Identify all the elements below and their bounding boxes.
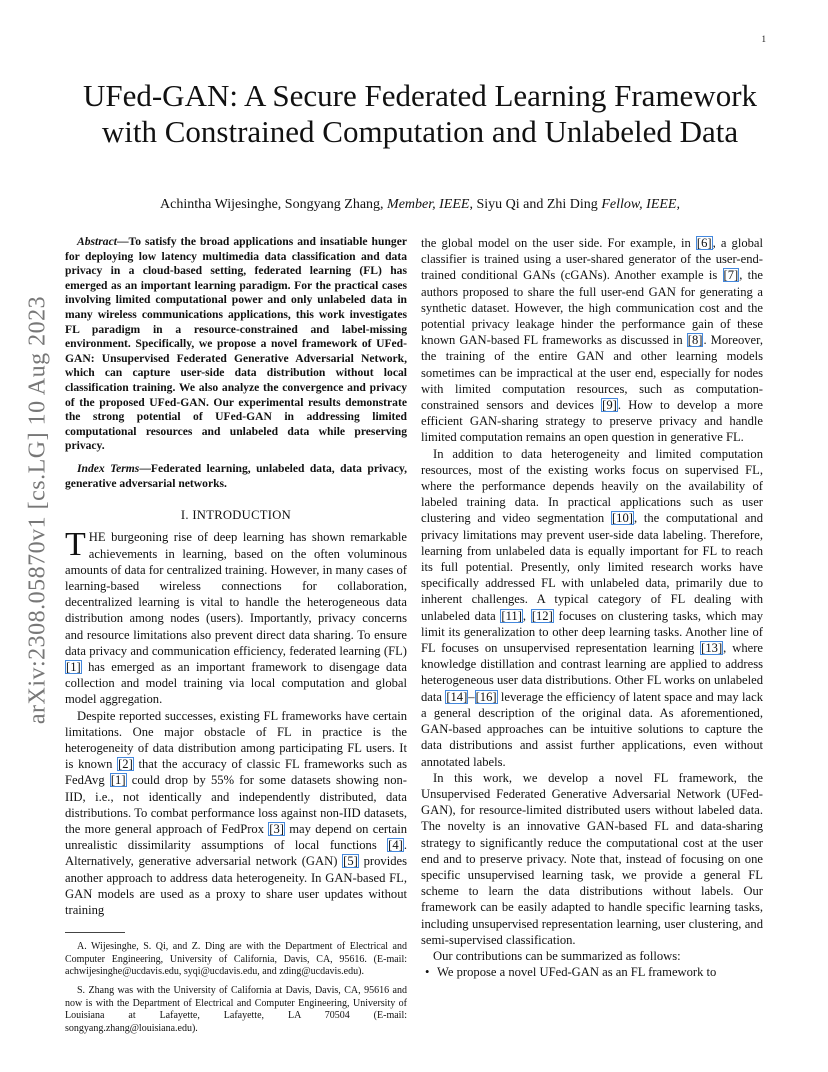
page-number: 1 — [761, 34, 766, 44]
citation-link[interactable]: [1] — [66, 659, 81, 674]
citation-link[interactable]: [8] — [687, 333, 703, 348]
index-terms — [65, 462, 407, 491]
intro-paragraph-1: THE burgeoning rise of deep learning has shown remarkable achievements in learning, based on the often voluminous amounts of data for centralized training. However, in many cases of learning-based wireless connections for collaboration, decentralized learning is vital to handle the heterogeneous data distribution among nodes (users). Importantly, privacy concerns and resource limitations also prevent direct data sharing. To ensure data privacy and communication efficiency, federated learning (FL) [1] has emerged as an important framework to disengage data collection and model training via local computation and global model aggregation. — [65, 526, 407, 707]
dropcap: T — [65, 526, 86, 564]
right-column — [421, 235, 763, 980]
intro-paragraph-2: Despite reported successes, existing FL frameworks have certain limitations. One major obstacle of FL in practice is the heterogeneity of data distribution among participating FL users. It is known [2] that the accuracy of classic FL frameworks such as FedAvg [1] could drop by 55% for some datasets showing non-IID, i.e., not identically and independently distributed, data distributions. To combat performance loss against non-IID datasets, the more general approach of FedProx [3] may depend on certain unrealistic dissimilarity assumptions of local functions [4]. Alternatively, generative adversarial network (GAN) [5] provides another approach to address data heterogeneity. In GAN-based FL, GAN models are used as a proxy to share user updates without training — [65, 708, 408, 917]
citation-link[interactable]: [2] — [118, 757, 133, 772]
author-names-1: Achintha Wijesinghe, Songyang Zhang, — [160, 197, 388, 212]
abstract-label: Abstract — [77, 235, 117, 248]
arxiv-id: arXiv:2308.05870v1 [cs.LG] 10 Aug 2023 — [24, 295, 51, 725]
right-paragraph-4: Our contributions can be summarized as follows: — [433, 948, 681, 963]
citation-link[interactable]: [13] — [701, 641, 723, 656]
abstract-text: —To satisfy the broad applications and insatiable hunger for deploying low latency multimedia data classification and data privacy in a cloud-based setting, federated learning (FL) has emerged as an important learning paradigm. For the practical cases involving limited computational power and only unlabeled data in many wireless communications applications, this work investigates FL paradigm in a resource-constrained and label-missing environment. Specifically, we propose a novel framework of UFed-GAN: Unsupervised Federated Generative Adversarial Network, which can capture user-side data distribution without local classification training. We also analyze the convergence and privacy of the proposed UFed-GAN. Our experimental results demonstrate the strong potential of UFed-GAN in addressing limited computational resources and unlabeled data while preserving privacy. — [65, 235, 407, 453]
citation-link[interactable]: [14] — [446, 689, 468, 704]
footnote-divider — [65, 932, 125, 933]
citation-link[interactable]: [9] — [602, 398, 617, 413]
index-terms-text: —Federated learning, unlabeled data, data privacy, generative adversarial networks. — [65, 461, 407, 490]
section-heading-introduction: I. INTRODUCTION — [180, 508, 292, 523]
citation-link[interactable]: [5] — [343, 854, 358, 869]
paper-title: UFed-GAN: A Secure Federated Learning Framework with Constrained Computation and Unlabeled Data — [82, 78, 758, 149]
arxiv-watermark — [20, 260, 56, 760]
citation-link[interactable]: [10] — [611, 511, 633, 526]
citation-link[interactable]: [11] — [501, 608, 522, 623]
citation-link[interactable]: [16] — [475, 689, 497, 704]
citation-link[interactable]: [7] — [723, 268, 739, 283]
author-role-2: Fellow, IEEE, — [601, 197, 680, 212]
contribution-bullet: • We propose a novel UFed-GAN as an FL framework to — [421, 964, 763, 980]
footnote-affiliation-2: S. Zhang was with the University of California at Davis, Davis, CA, 95616 and now is with the Department of Electrical and Computer Engineering, University of Louisiana at Lafayette, Lafayette, LA 70504 (E-mail: songyang.zhang@louisiana.edu). — [65, 984, 407, 1034]
author-line — [70, 197, 770, 213]
author-names-2: , Siyu Qi and Zhi Ding — [469, 197, 602, 212]
citation-link[interactable]: [3] — [269, 821, 284, 836]
index-terms-label: Index Terms — [77, 461, 140, 475]
citation-link[interactable]: [12] — [531, 608, 553, 623]
abstract — [65, 235, 407, 454]
citation-link[interactable]: [4] — [388, 838, 403, 853]
citation-link[interactable]: [6] — [696, 236, 712, 250]
right-paragraph-1: the global model on the user side. For example, in [6], a global classifier is trained using a user-shared generator of the user-end-trained conditional GANs (cGANs). Another example is [7], the authors proposed to share the full user-end GAN for generating a synthetic dataset. However, the high communication cost and the potential privacy leakage hinder the performance gain of these known GAN-based FL frameworks as discussed in [8]. Moreover, the training of the entire GAN and other learning models sometimes can be impractical at the user end, especially for nodes with limited computation resources, such as computation-constrained sensors and devices [9]. How to develop a more efficient GAN-sharing strategy to preserve privacy and handle limited computation remains an open question in generative FL. — [421, 236, 764, 445]
citation-link[interactable]: [1] — [110, 773, 126, 788]
right-paragraph-3: In this work, we develop a novel FL framework, the Unsupervised Federated Generative Adversarial Network (UFed-GAN), for resource-limited distributed users without labeled data. The novelty is an innovative GAN-based FL and data-sharing strategy to significantly reduce the computational cost at the user end and to preserve privacy. Note that, instead of focusing on one specific unsupervised learning task, we provide a general FL scheme to learn the data distributions without labels. Our framework can be easily adapted to handle specific learning tasks, including unsupervised representation learning, user clustering, and semi-supervised classification. — [421, 770, 763, 947]
right-paragraph-2: In addition to data heterogeneity and limited computation resources, most of the existing works focus on supervised FL, where the performance depends heavily on the availability of labeled training data. In practical applications such as user clustering and video segmentation [10], the computational and privacy limitations may prevent user-side data labeling. Therefore, learning from unlabeled data is equally important for FL to reach its full potential. Presently, only limited research works have specifically addressed FL with unlabeled data, primarily due to inherent challenges. A typical category of FL dealing with unlabeled data [11], [12] focuses on clustering tasks, which may limit its generalization to other deep learning tasks. Another line of FL focuses on unsupervised representation learning [13], where knowledge distillation and contrast learning are applied to address heterogeneous user data distributions. Other FL works on unlabeled data [14]–[16] leverage the efficiency of latent space and may lack a general description of the original data. As aforementioned, GAN-based approaches can be intuitive solutions to capture the data distributions and assist further applications, even without annotated labels. — [421, 446, 764, 769]
author-role-1: Member, IEEE — [387, 197, 470, 212]
left-column — [65, 235, 407, 1035]
footnote-affiliation-1: A. Wijesinghe, S. Qi, and Z. Ding are with the Department of Electrical and Computer Engineering, University of California, Davis, CA, 95616. (E-mail: achwijesinghe@ucdavis.edu, syqi@ucdavis.edu, and zding@ucdavis.edu). — [65, 941, 407, 978]
